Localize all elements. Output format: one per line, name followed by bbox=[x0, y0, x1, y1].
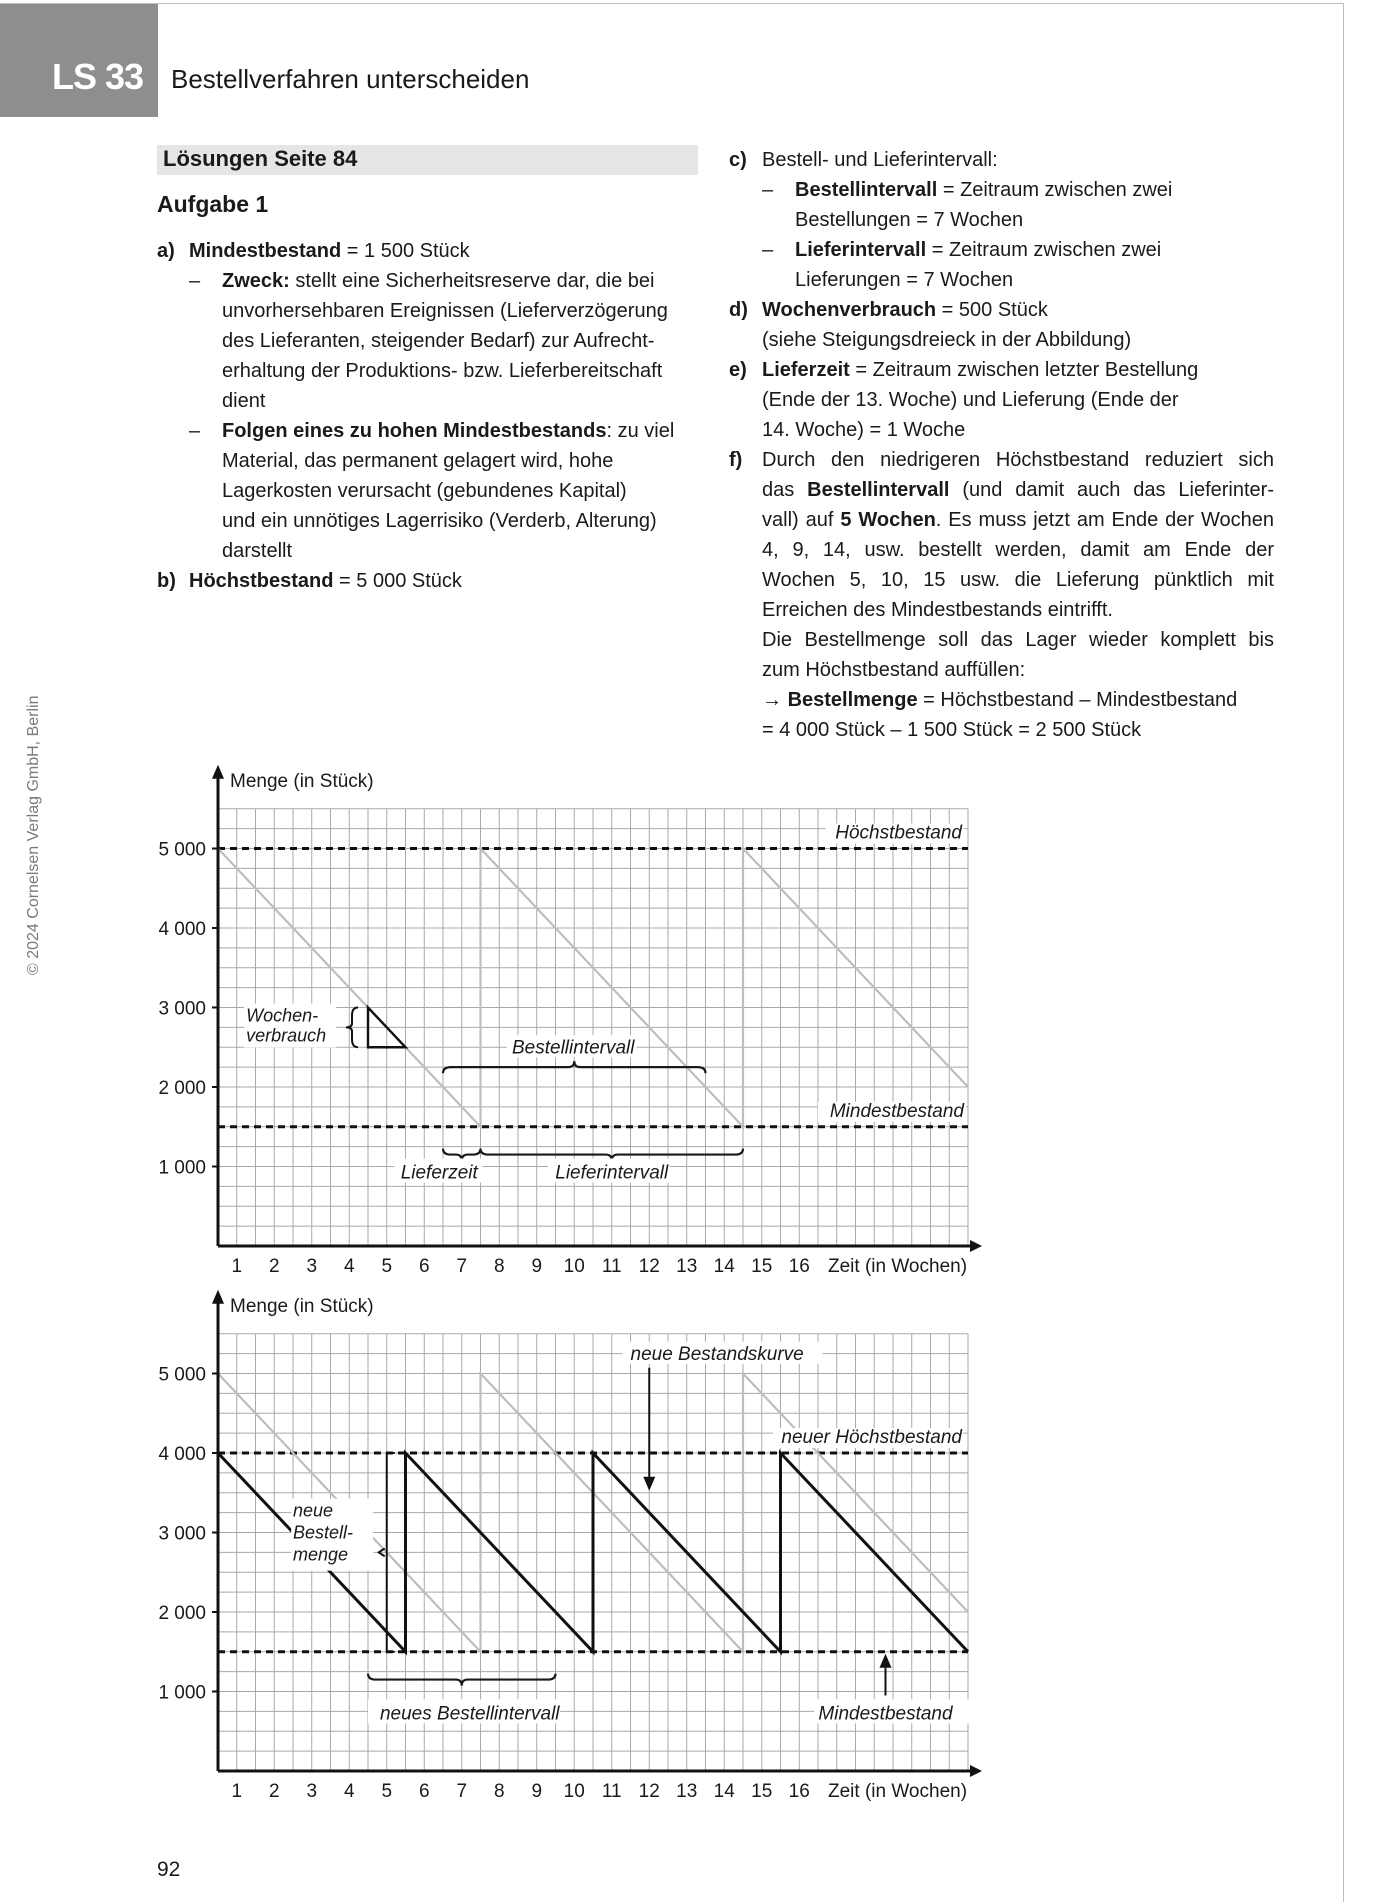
bestellintervall-term: Bestellintervall bbox=[795, 179, 938, 201]
answer-c bbox=[729, 145, 1274, 175]
neues-bestellintervall-label: neues Bestellintervall bbox=[379, 1703, 560, 1725]
right-rule bbox=[1343, 3, 1344, 1902]
tick-labels bbox=[158, 840, 809, 1278]
answer-c-label: c) bbox=[729, 149, 747, 171]
neue-bestandskurve-label: neue Bestandskurve bbox=[630, 1343, 804, 1365]
folgen-line-1: Material, das permanent gelagert wird, hohe bbox=[222, 450, 614, 472]
answer-f-line-8: zum Höchstbestand auffüllen: bbox=[762, 659, 1026, 681]
answer-e-text bbox=[762, 355, 1198, 385]
x-tick-label: 15 bbox=[751, 1781, 773, 1802]
page-title: Bestellverfahren unterscheiden bbox=[171, 64, 530, 94]
y-tick-label: 1 000 bbox=[158, 1682, 206, 1704]
y-tick-label: 4 000 bbox=[158, 919, 206, 940]
bullet-dash: – bbox=[762, 239, 774, 261]
x-tick-label: 10 bbox=[563, 1781, 585, 1802]
text-line bbox=[157, 296, 702, 326]
bestellintervall-emphasis: Bestellintervall bbox=[807, 479, 950, 501]
arrow-up-icon bbox=[880, 1654, 892, 1668]
solution-title: Lösungen Seite 84 bbox=[163, 146, 358, 171]
x-axis-label: Zeit (in Wochen) bbox=[828, 1256, 968, 1277]
x-tick-label: 11 bbox=[601, 1781, 622, 1802]
answer-f-line-4: 4, 9, 14, usw. bestellt werden, damit am Ende der bbox=[762, 539, 1274, 561]
y-tick-label: 3 000 bbox=[158, 1523, 206, 1545]
bestellintervall-label: Bestellintervall bbox=[512, 1037, 635, 1059]
text-line bbox=[157, 536, 702, 566]
x-tick-label: 13 bbox=[676, 1781, 698, 1802]
x-tick-label: 4 bbox=[343, 1781, 355, 1802]
lieferzeit-label: Lieferzeit bbox=[400, 1162, 478, 1184]
text-line bbox=[157, 476, 702, 506]
lieferintervall-line-2: Lieferungen = 7 Wochen bbox=[795, 269, 1014, 291]
lieferintervall-label: Lieferintervall bbox=[555, 1162, 669, 1184]
text-line bbox=[729, 535, 1274, 565]
bullet-dash: – bbox=[762, 179, 774, 201]
y-tick-label: 1 000 bbox=[158, 1157, 206, 1179]
text-line bbox=[729, 325, 1274, 355]
x-tick-label: 6 bbox=[418, 1781, 430, 1802]
bestellintervall-line-2: Bestellungen = 7 Wochen bbox=[795, 209, 1024, 231]
zweck-text bbox=[222, 266, 654, 296]
answer-e bbox=[729, 355, 1274, 385]
answer-f-label: f) bbox=[729, 449, 743, 471]
answer-a bbox=[157, 236, 702, 266]
x-tick-label: 9 bbox=[531, 1256, 543, 1277]
folgen-term: Folgen eines zu hohen Mindestbestands bbox=[222, 420, 607, 442]
answer-c-text: Bestell- und Lieferintervall: bbox=[762, 149, 998, 171]
stock-chart-original bbox=[130, 762, 990, 1282]
text-fragment: . Es muss jetzt am Ende der Wochen bbox=[935, 509, 1275, 531]
text-line bbox=[729, 715, 1274, 745]
right-column bbox=[729, 145, 1274, 745]
bestellmenge-term: Bestellmenge bbox=[787, 689, 918, 711]
wochenverbrauch-label: Wochen-verbrauch bbox=[246, 1005, 327, 1046]
y-axis-label: Menge (in Stück) bbox=[230, 770, 374, 792]
zweck-line-3: erhaltung der Produktions- bzw. Lieferbereitschaft bbox=[222, 360, 663, 382]
bestellintervall-rest: = Zeitraum zwischen zwei bbox=[937, 179, 1173, 201]
text-line bbox=[157, 386, 702, 416]
stock-chart-new bbox=[130, 1287, 990, 1807]
lieferzeit-rest: = Zeitraum zwischen letzter Bestellung bbox=[849, 359, 1199, 381]
text-line bbox=[157, 446, 702, 476]
chart-annotations bbox=[244, 823, 966, 1184]
text-fragment: (und damit auch das Lieferinter- bbox=[949, 479, 1274, 501]
zweck-rest: stellt eine Sicherheitsreserve dar, die bei bbox=[289, 270, 655, 292]
x-tick-label: 3 bbox=[306, 1781, 318, 1802]
answer-e-line-2: (Ende der 13. Woche) und Lieferung (Ende der bbox=[762, 389, 1179, 411]
folgen-text bbox=[222, 416, 674, 446]
text-line bbox=[729, 685, 1274, 715]
answer-e-label: e) bbox=[729, 359, 747, 381]
y-tick-label: 2 000 bbox=[158, 1078, 206, 1099]
y-tick-label: 5 000 bbox=[158, 839, 206, 861]
page-number: 92 bbox=[157, 1858, 181, 1881]
text-line bbox=[157, 356, 702, 386]
mindestbestand-label: Mindestbestand bbox=[829, 1100, 964, 1122]
y-tick-label: 2 000 bbox=[158, 1603, 206, 1624]
text-line bbox=[729, 265, 1274, 295]
five-weeks-emphasis: 5 Wochen bbox=[840, 509, 936, 531]
zweck-line-4: dient bbox=[222, 390, 266, 412]
x-tick-label: 16 bbox=[788, 1256, 810, 1277]
top-rule bbox=[0, 3, 1344, 4]
y-axis-label: Menge (in Stück) bbox=[230, 1295, 374, 1317]
hoechstbestand-label: Höchstbestand bbox=[835, 822, 962, 844]
neue-bestellmenge-label: neue Bestell-menge bbox=[293, 1500, 354, 1565]
y-tick-label: 4 000 bbox=[158, 1444, 206, 1465]
answer-b bbox=[157, 566, 702, 596]
answer-f-line-6: Erreichen des Mindestbestands eintrifft. bbox=[762, 599, 1113, 621]
answer-d-line-2: (siehe Steigungsdreieck in der Abbildung) bbox=[762, 329, 1132, 351]
x-axis-arrow-icon bbox=[970, 1765, 982, 1777]
text-line bbox=[157, 506, 702, 536]
text-line bbox=[729, 205, 1274, 235]
x-axis-label: Zeit (in Wochen) bbox=[828, 1781, 968, 1802]
answer-f bbox=[729, 445, 1274, 475]
x-tick-label: 14 bbox=[713, 1256, 735, 1277]
x-tick-label: 7 bbox=[456, 1256, 468, 1277]
task-title: Aufgabe 1 bbox=[157, 191, 269, 217]
folgen-line-3: und ein unnötiges Lagerrisiko (Verderb, Alterung) bbox=[222, 510, 657, 532]
answer-e-line-3: 14. Woche) = 1 Woche bbox=[762, 419, 966, 441]
answer-f-line-7: Die Bestellmenge soll das Lager wieder komplett bis bbox=[762, 629, 1274, 651]
zweck-line bbox=[157, 266, 702, 296]
text-line bbox=[729, 475, 1274, 505]
folgen-line-2: Lagerkosten verursacht (gebundenes Kapital) bbox=[222, 480, 627, 502]
left-column bbox=[157, 236, 702, 596]
hoechstbestand-term: Höchstbestand bbox=[189, 570, 334, 592]
chapter-badge-label: LS 33 bbox=[52, 56, 144, 97]
folgen-line-4: darstellt bbox=[222, 540, 293, 562]
wochenverbrauch-value: = 500 Stück bbox=[936, 299, 1048, 321]
x-tick-label: 2 bbox=[268, 1781, 280, 1802]
neuer-hoechstbestand-label: neuer Höchstbestand bbox=[781, 1427, 962, 1448]
answer-f-line-2 bbox=[762, 475, 1274, 505]
x-tick-label: 1 bbox=[231, 1256, 243, 1277]
answer-a-label: a) bbox=[157, 240, 175, 262]
axis-labels bbox=[230, 771, 967, 1277]
lieferzeit-term: Lieferzeit bbox=[762, 359, 850, 381]
lieferintervall-text bbox=[795, 235, 1161, 265]
tick-labels bbox=[158, 1365, 809, 1803]
x-tick-label: 7 bbox=[456, 1781, 468, 1802]
x-tick-label: 5 bbox=[381, 1256, 393, 1277]
mindestbestand-value: = 1 500 Stück bbox=[341, 240, 470, 262]
answer-b-label: b) bbox=[157, 570, 176, 592]
text-line bbox=[729, 565, 1274, 595]
lieferintervall-term: Lieferintervall bbox=[795, 239, 927, 261]
x-tick-label: 12 bbox=[638, 1256, 660, 1277]
bullet-dash: – bbox=[189, 420, 201, 442]
y-axis-arrow-icon bbox=[212, 765, 224, 779]
zweck-line-2: des Lieferanten, steigender Bedarf) zur Aufrecht- bbox=[222, 330, 655, 352]
mindestbestand-label: Mindestbestand bbox=[818, 1703, 953, 1725]
text-line bbox=[729, 595, 1274, 625]
text-line bbox=[157, 326, 702, 356]
bestellintervall-line bbox=[729, 175, 1274, 205]
x-tick-label: 5 bbox=[381, 1781, 393, 1802]
x-tick-label: 15 bbox=[751, 1256, 773, 1277]
x-axis-arrow-icon bbox=[970, 1240, 982, 1252]
arrow-down-icon bbox=[643, 1477, 655, 1491]
x-tick-label: 6 bbox=[418, 1256, 430, 1277]
text-fragment: das bbox=[762, 479, 808, 501]
text-line bbox=[729, 505, 1274, 535]
hoechstbestand-value: = 5 000 Stück bbox=[333, 570, 462, 592]
chapter-badge bbox=[0, 4, 158, 117]
bestellintervall-text bbox=[795, 175, 1172, 205]
y-tick-label: 3 000 bbox=[158, 998, 206, 1020]
text-line bbox=[729, 385, 1274, 415]
x-tick-label: 14 bbox=[713, 1781, 735, 1802]
x-tick-label: 9 bbox=[531, 1781, 543, 1802]
zweck-line-1: unvorhersehbaren Ereignissen (Lieferverzögerung bbox=[222, 300, 668, 322]
x-tick-label: 13 bbox=[676, 1256, 698, 1277]
arrow-right-icon: → bbox=[762, 689, 782, 711]
answer-f-line-1: Durch den niedrigeren Höchstbestand reduziert sich bbox=[762, 449, 1274, 471]
answer-b-text bbox=[189, 566, 462, 596]
answer-f-line-3 bbox=[762, 505, 1274, 535]
x-tick-label: 8 bbox=[493, 1256, 505, 1277]
text-line bbox=[729, 415, 1274, 445]
text-fragment: = Höchstbestand – Mindestbestand bbox=[917, 689, 1238, 711]
x-tick-label: 3 bbox=[306, 1256, 318, 1277]
text-line bbox=[729, 655, 1274, 685]
answer-f-line-10: = 4 000 Stück – 1 500 Stück = 2 500 Stück bbox=[762, 719, 1142, 741]
x-tick-label: 4 bbox=[343, 1256, 355, 1277]
copyright-text: © 2024 Cornelsen Verlag GmbH, Berlin bbox=[25, 695, 42, 975]
lieferintervall-line bbox=[729, 235, 1274, 265]
zweck-term: Zweck: bbox=[222, 270, 290, 292]
x-tick-label: 1 bbox=[231, 1781, 243, 1802]
x-tick-label: 2 bbox=[268, 1256, 280, 1277]
y-axis-arrow-icon bbox=[212, 1290, 224, 1304]
lieferintervall-rest: = Zeitraum zwischen zwei bbox=[926, 239, 1162, 261]
wochenverbrauch-term: Wochenverbrauch bbox=[762, 299, 937, 321]
bullet-dash: – bbox=[189, 270, 201, 292]
text-fragment: vall) auf bbox=[762, 509, 841, 531]
answer-a-text bbox=[189, 236, 470, 266]
answer-f-line-5: Wochen 5, 10, 15 usw. die Lieferung pünktlich mit bbox=[762, 569, 1274, 591]
answer-d-text bbox=[762, 295, 1048, 325]
folgen-rest: : zu viel bbox=[606, 420, 675, 442]
x-tick-label: 16 bbox=[788, 1781, 810, 1802]
text-line bbox=[729, 625, 1274, 655]
x-tick-label: 10 bbox=[563, 1256, 585, 1277]
answer-d bbox=[729, 295, 1274, 325]
x-tick-label: 11 bbox=[601, 1256, 622, 1277]
y-tick-label: 5 000 bbox=[158, 1364, 206, 1386]
folgen-line bbox=[157, 416, 702, 446]
answer-f-line-9 bbox=[762, 685, 1237, 715]
answer-d-label: d) bbox=[729, 299, 748, 321]
mindestbestand-term: Mindestbestand bbox=[189, 240, 342, 262]
x-tick-label: 8 bbox=[493, 1781, 505, 1802]
x-tick-label: 12 bbox=[638, 1781, 660, 1802]
